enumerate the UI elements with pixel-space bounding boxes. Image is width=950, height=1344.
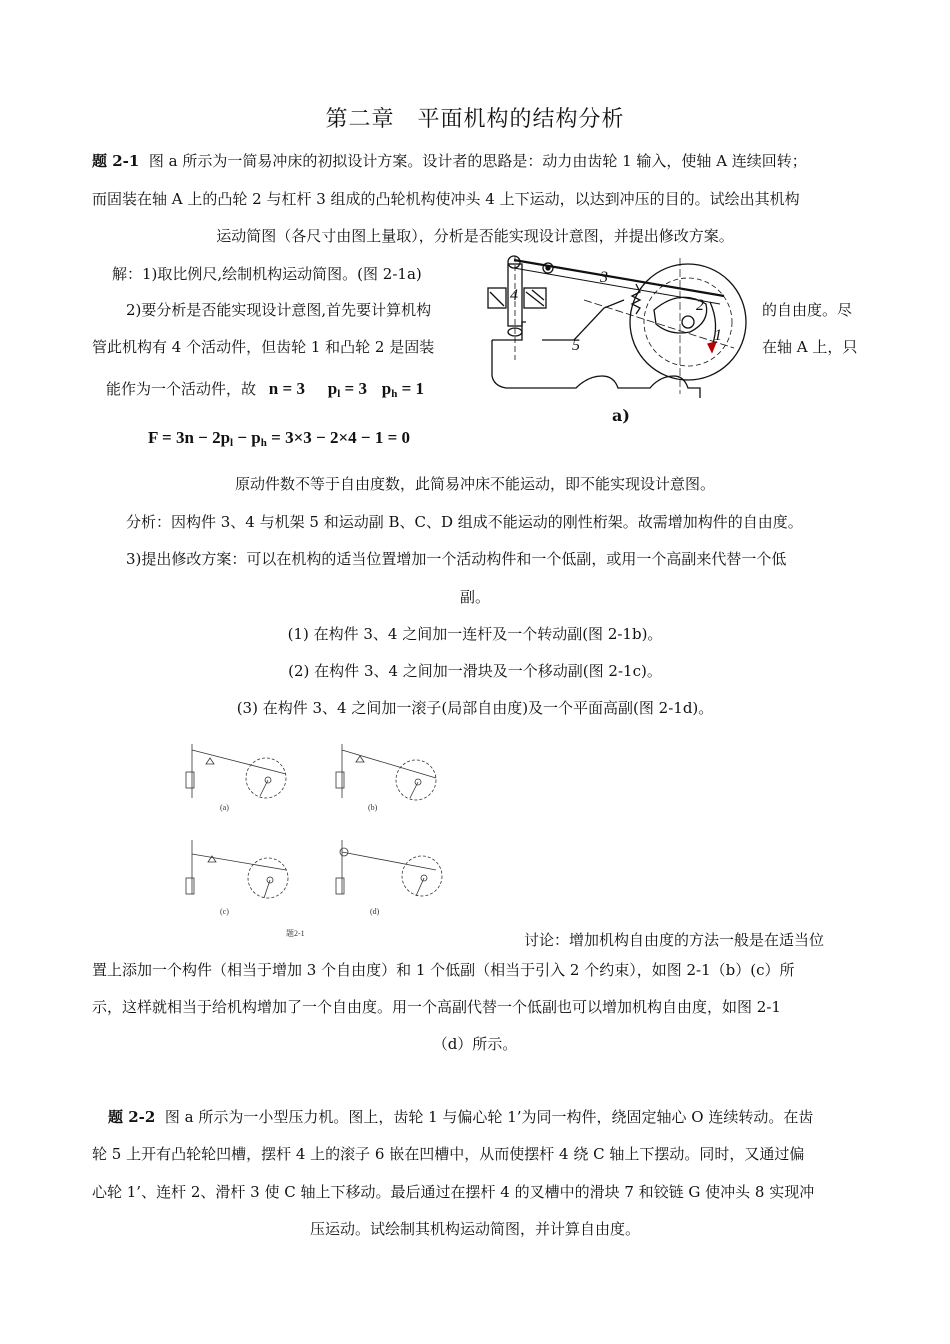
subfigure-b [336, 744, 436, 800]
solution-step-4: 能作为一个活动件，故 n = 3 $p_l = 3$ $p_h = 1$ [106, 379, 425, 400]
label-5: 5 [572, 337, 580, 354]
solution-step-2b: 的自由度。尽 [762, 301, 853, 319]
solution-step-3b: 在轴 A 上，只 [762, 338, 858, 356]
sublabel-d: (d) [370, 907, 380, 916]
pl-equation: $p_l = 3$ [327, 379, 367, 400]
modification-line2: 副。 [459, 588, 490, 606]
subfigure-c [186, 840, 288, 898]
subfigure-d [336, 840, 442, 896]
figure-a-label: a) [612, 406, 630, 425]
label-1: 1 [714, 327, 722, 344]
frame-left-upper [492, 322, 526, 340]
sublabel-a: (a) [220, 803, 229, 812]
discussion-line2: 置上添加一个构件（相当于增加 3 个自由度）和 1 个低副（相当于引入 2 个约束），如图 2-1（b）(c）所 [92, 961, 795, 979]
subfigure-a [186, 744, 286, 798]
modification-line1: 3)提出修改方案：可以在机构的适当位置增加一个活动构件和一个低副，或用一个高副来代替一个低 [126, 550, 787, 568]
discussion-line1: 讨论：增加机构自由度的方法一般是在适当位 [524, 931, 825, 949]
solution-step-1: 解：1)取比例尺,绘制机构运动简图。(图 2-1a) [112, 265, 422, 283]
problem-2-2-label: 题 2-2 [108, 1108, 156, 1126]
sublabel-c: (c) [220, 907, 229, 916]
problem-2-1-line1: 题 2-1 图 a 所示为一简易冲床的初拟设计方案。设计者的思路是：动力由齿轮 1 输入，使轴 A 连续回转； [92, 152, 807, 170]
option-3: (3) 在构件 3、4 之间加一滚子(局部自由度)及一个平面高副(图 2-1d)。 [236, 699, 714, 717]
label-2: 2 [696, 297, 704, 314]
option-2: (2) 在构件 3、4 之间加一滑块及一个移动副(图 2-1c)。 [288, 662, 662, 680]
joint-b [508, 256, 520, 268]
label-3: 3 [600, 269, 608, 286]
sublabel-b: (b) [368, 803, 378, 812]
conclusion: 原动件数不等于自由度数，此简易冲床不能运动，即不能实现设计意图。 [234, 475, 715, 493]
problem-2-1-line3: 运动简图（各尺寸由图上量取），分析是否能实现设计意图，并提出修改方案。 [216, 227, 734, 245]
solution-step-3a: 管此机构有 4 个活动件，但齿轮 1 和凸轮 2 是固装 [92, 338, 435, 356]
discussion-line4: （d）所示。 [432, 1035, 518, 1053]
frame-outline [492, 340, 700, 398]
shaft-a [682, 316, 694, 328]
grid-caption: 题2-1 [286, 929, 305, 938]
discussion-line3: 示，这样就相当于给机构增加了一个自由度。用一个高副代替一个低副也可以增加机构自由度，如图 2-1 [92, 998, 781, 1016]
problem-2-2-line3: 心轮 1’、连杆 2、滑杆 3 使 C 轴上下移动。最后通过在摆杆 4 的叉槽中的滑块 7 和铰链 G 使冲头 8 实现冲 [92, 1183, 815, 1201]
problem-2-2-line2: 轮 5 上开有凸轮轮凹槽，摆杆 4 上的滚子 6 嵌在凹槽中，从而使摆杆 4 绕 C 轴上下摆动。同时，又通过偏 [92, 1145, 805, 1163]
n-equation: n = 3 [268, 379, 305, 398]
punch-press-figure [484, 248, 754, 408]
problem-2-2-line1: 题 2-2 图 a 所示为一小型压力机。图上，齿轮 1 与偏心轮 1’为同一构件，绕固定轴心 O 连续转动。在齿 [108, 1108, 814, 1126]
frame-neck [542, 300, 624, 340]
ph-equation: $p_h = 1$ [381, 379, 425, 400]
problem-2-2-line4: 压运动。试绘制其机构运动简图，并计算自由度。 [309, 1220, 640, 1238]
page-title: 第二章 平面机构的结构分析 [325, 107, 625, 132]
gear-1 [630, 264, 746, 380]
problem-2-1-line2: 而固装在轴 A 上的凸轮 2 与杠杆 3 组成的凸轮机构使冲头 4 上下运动，以达到冲压的目的。试绘出其机构 [92, 190, 800, 208]
label-4: 4 [510, 287, 518, 304]
solution-step-2a: 2)要分析是否能实现设计意图,首先要计算机构 [126, 301, 432, 319]
option-1: (1) 在构件 3、4 之间加一连杆及一个转动副(图 2-1b)。 [287, 625, 663, 643]
problem-2-1-label: 题 2-1 [92, 152, 140, 170]
dof-formula: $F = 3n - 2p_l - p_h = 3\times 3 - 2\times 4 - 1 = 0$ [148, 428, 411, 449]
figure-2-1-grid [176, 738, 466, 938]
analysis: 分析：因构件 3、4 与机架 5 和运动副 B、C、D 组成不能运动的刚性桁架。故需增加构件的自由度。 [126, 513, 803, 531]
